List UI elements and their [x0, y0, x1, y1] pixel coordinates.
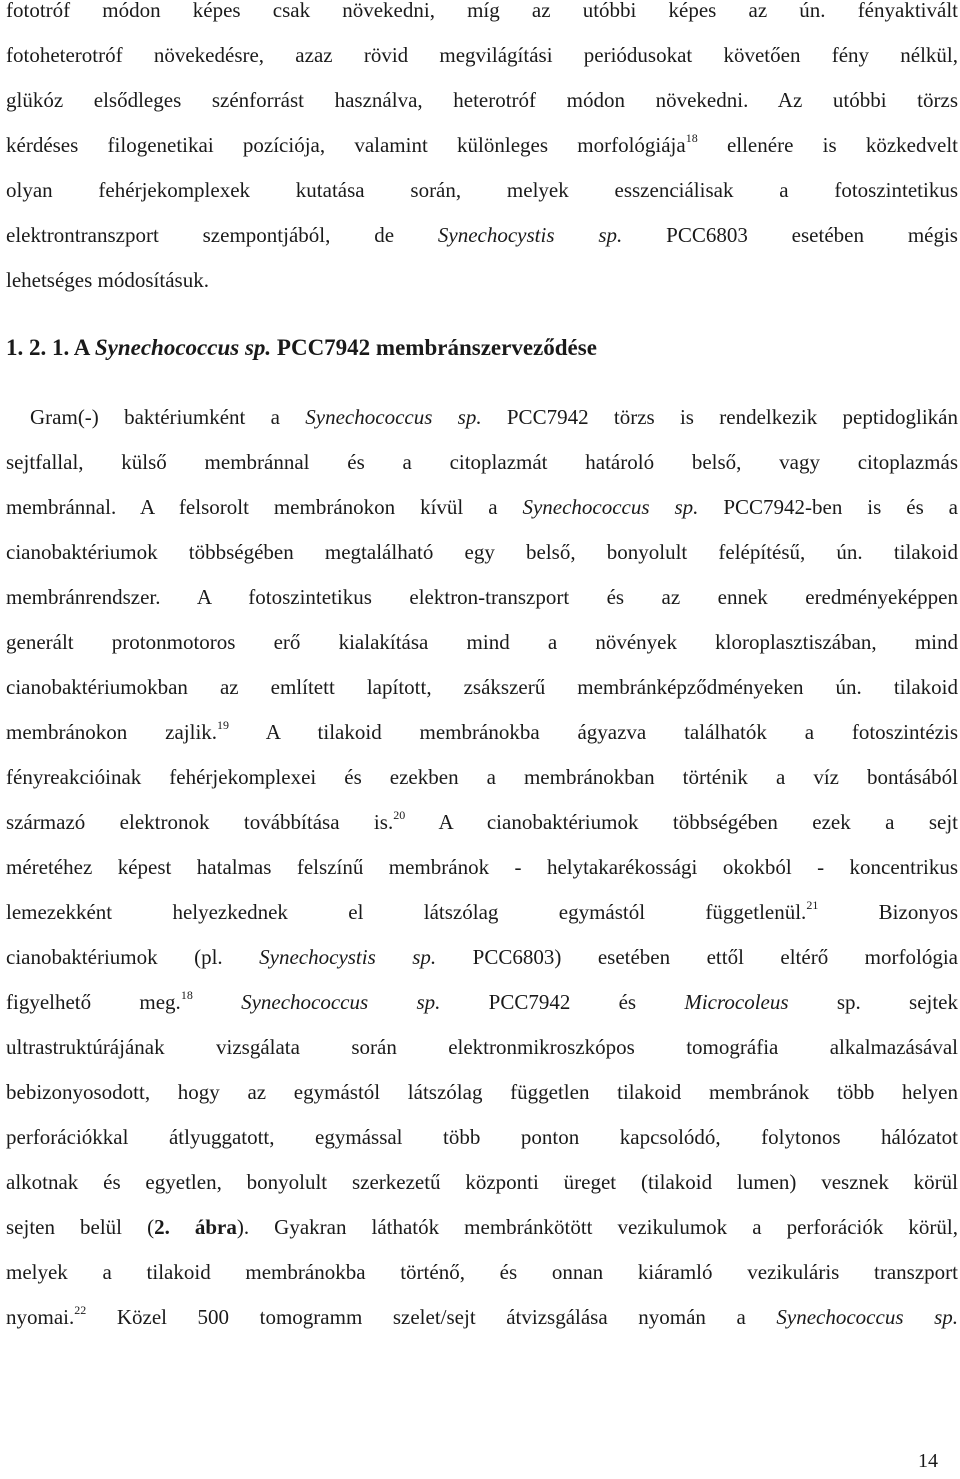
text-line — [6, 980, 958, 1025]
text-run: PCC7942-ben is és a — [698, 495, 958, 519]
text-run: sp. sejtek — [788, 990, 958, 1014]
text-run — [193, 990, 241, 1014]
text-line — [6, 485, 958, 530]
text-line: melyek a tilakoid membránokba történő, és onnan kiáramló vezikuláris transzport — [6, 1260, 958, 1284]
text-run: sejten belül ( — [6, 1215, 155, 1239]
citation-ref: 22 — [74, 1303, 87, 1317]
species-name: Synechococcus sp. — [776, 1305, 958, 1329]
text-run: ). Gyakran láthatók membránkötött vezikulumok a perforációk körül, — [236, 1215, 958, 1239]
heading-number: 1. 2. 1. A — [6, 335, 95, 360]
text-line — [6, 123, 958, 168]
section-heading — [6, 325, 958, 370]
document-page — [6, 0, 958, 1340]
text-line: fototróf módon képes csak növekedni, míg az utóbbi képes az ún. fényaktivált — [6, 0, 958, 22]
text-run: Gram(-) baktériumként a — [30, 405, 306, 429]
text-run: kérdéses filogenetikai pozíciója, valamint különleges morfológiája — [6, 133, 686, 157]
text-run: A cianobaktériumok többségében ezek a sejt — [405, 810, 958, 834]
text-run: A tilakoid membránokba ágyazva találhatók a fotoszintézis — [229, 720, 958, 744]
text-line: fotoheterotróf növekedésre, azaz rövid megvilágítási periódusokat követően fény nélkül, — [6, 43, 958, 67]
text-run: elektrontranszport szempontjából, de — [6, 223, 438, 247]
text-line: sejtfallal, külső membránnal és a citoplazmát határoló belső, vagy citoplazmás — [6, 450, 958, 474]
text-line: méretéhez képest hatalmas felszínű membránok - helytakarékossági okokból - koncentrikus — [6, 855, 958, 879]
text-line — [6, 395, 958, 440]
text-line — [6, 1205, 958, 1250]
text-line — [6, 800, 958, 845]
text-line: fényreakcióinak fehérjekomplexei és ezekben a membránokban történik a víz bontásából — [6, 765, 958, 789]
citation-ref: 18 — [685, 131, 698, 145]
species-name: Synechococcus sp. — [241, 990, 441, 1014]
heading-text: PCC7942 membránszerveződése — [271, 335, 597, 360]
text-run: Bizonyos — [818, 900, 958, 924]
text-line: glükóz elsődleges szénforrást használva, heterotróf módon növekedni. Az utóbbi törzs — [6, 88, 958, 112]
species-name: Synechococcus sp. — [305, 405, 482, 429]
text-run: cianobaktériumok (pl. — [6, 945, 260, 969]
citation-ref: 20 — [393, 808, 406, 822]
text-line: bebizonyosodott, hogy az egymástól látszólag független tilakoid membránok több helyen — [6, 1080, 958, 1104]
text-line — [6, 1295, 958, 1340]
text-run: Közel 500 tomogramm szelet/sejt átvizsgálása nyomán a — [86, 1305, 777, 1329]
text-line: membránrendszer. A fotoszintetikus elektron-transzport és az ennek eredményeképpen — [6, 585, 958, 609]
text-line — [6, 710, 958, 755]
text-line: cianobaktériumokban az említett lapított, zsákszerű membránképződményeken ún. tilakoid — [6, 675, 958, 699]
text-run: PCC6803) esetében ettől eltérő morfológia — [436, 945, 958, 969]
text-run: PCC7942 és — [440, 990, 685, 1014]
page-number: 14 — [918, 1450, 938, 1472]
text-line: olyan fehérjekomplexek kutatása során, melyek esszenciálisak a fotoszintetikus — [6, 178, 958, 202]
text-line: ultrastruktúrájának vizsgálata során elektronmikroszkópos tomográfia alkalmazásával — [6, 1035, 958, 1059]
paragraph-2 — [6, 395, 958, 1340]
text-run: származó elektronok továbbítása is. — [6, 810, 394, 834]
figure-ref: 2. ábra — [154, 1215, 237, 1239]
species-name: Microcoleus — [684, 990, 789, 1014]
text-line: cianobaktériumok többségében megtalálható egy belső, bonyolult felépítésű, ún. tilakoid — [6, 540, 958, 564]
text-run: PCC7942 törzs is rendelkezik peptidoglikán — [481, 405, 958, 429]
citation-ref: 21 — [806, 898, 819, 912]
text-line: lehetséges módosításuk. — [6, 268, 209, 292]
paragraph-1 — [6, 0, 958, 303]
text-run: nyomai. — [6, 1305, 75, 1329]
citation-ref: 18 — [180, 988, 193, 1002]
text-run: lemezekként helyezkednek el látszólag egymástól függetlenül. — [6, 900, 807, 924]
text-run: PCC6803 esetében mégis — [622, 223, 958, 247]
text-line: perforációkkal átlyuggatott, egymással több ponton kapcsolódó, folytonos hálózatot — [6, 1125, 958, 1149]
text-run: figyelhető meg. — [6, 990, 181, 1014]
text-run: membránokon zajlik. — [6, 720, 218, 744]
text-line — [6, 890, 958, 935]
text-line — [6, 213, 958, 258]
text-run: membránnal. A felsorolt membránokon kívül a — [6, 495, 523, 519]
citation-ref: 19 — [217, 718, 230, 732]
text-line — [6, 935, 958, 980]
text-line: alkotnak és egyetlen, bonyolult szerkezetű központi üreget (tilakoid lumen) vesznek körül — [6, 1170, 958, 1194]
text-run: ellenére is közkedvelt — [697, 133, 958, 157]
text-line: generált protonmotoros erő kialakítása mind a növények kloroplasztiszában, mind — [6, 630, 958, 654]
species-name: Synechococcus sp. — [522, 495, 699, 519]
species-name: Synechocystis sp. — [259, 945, 437, 969]
species-name: Synechocystis sp. — [437, 223, 623, 247]
species-name: Synechococcus sp. — [94, 335, 272, 360]
